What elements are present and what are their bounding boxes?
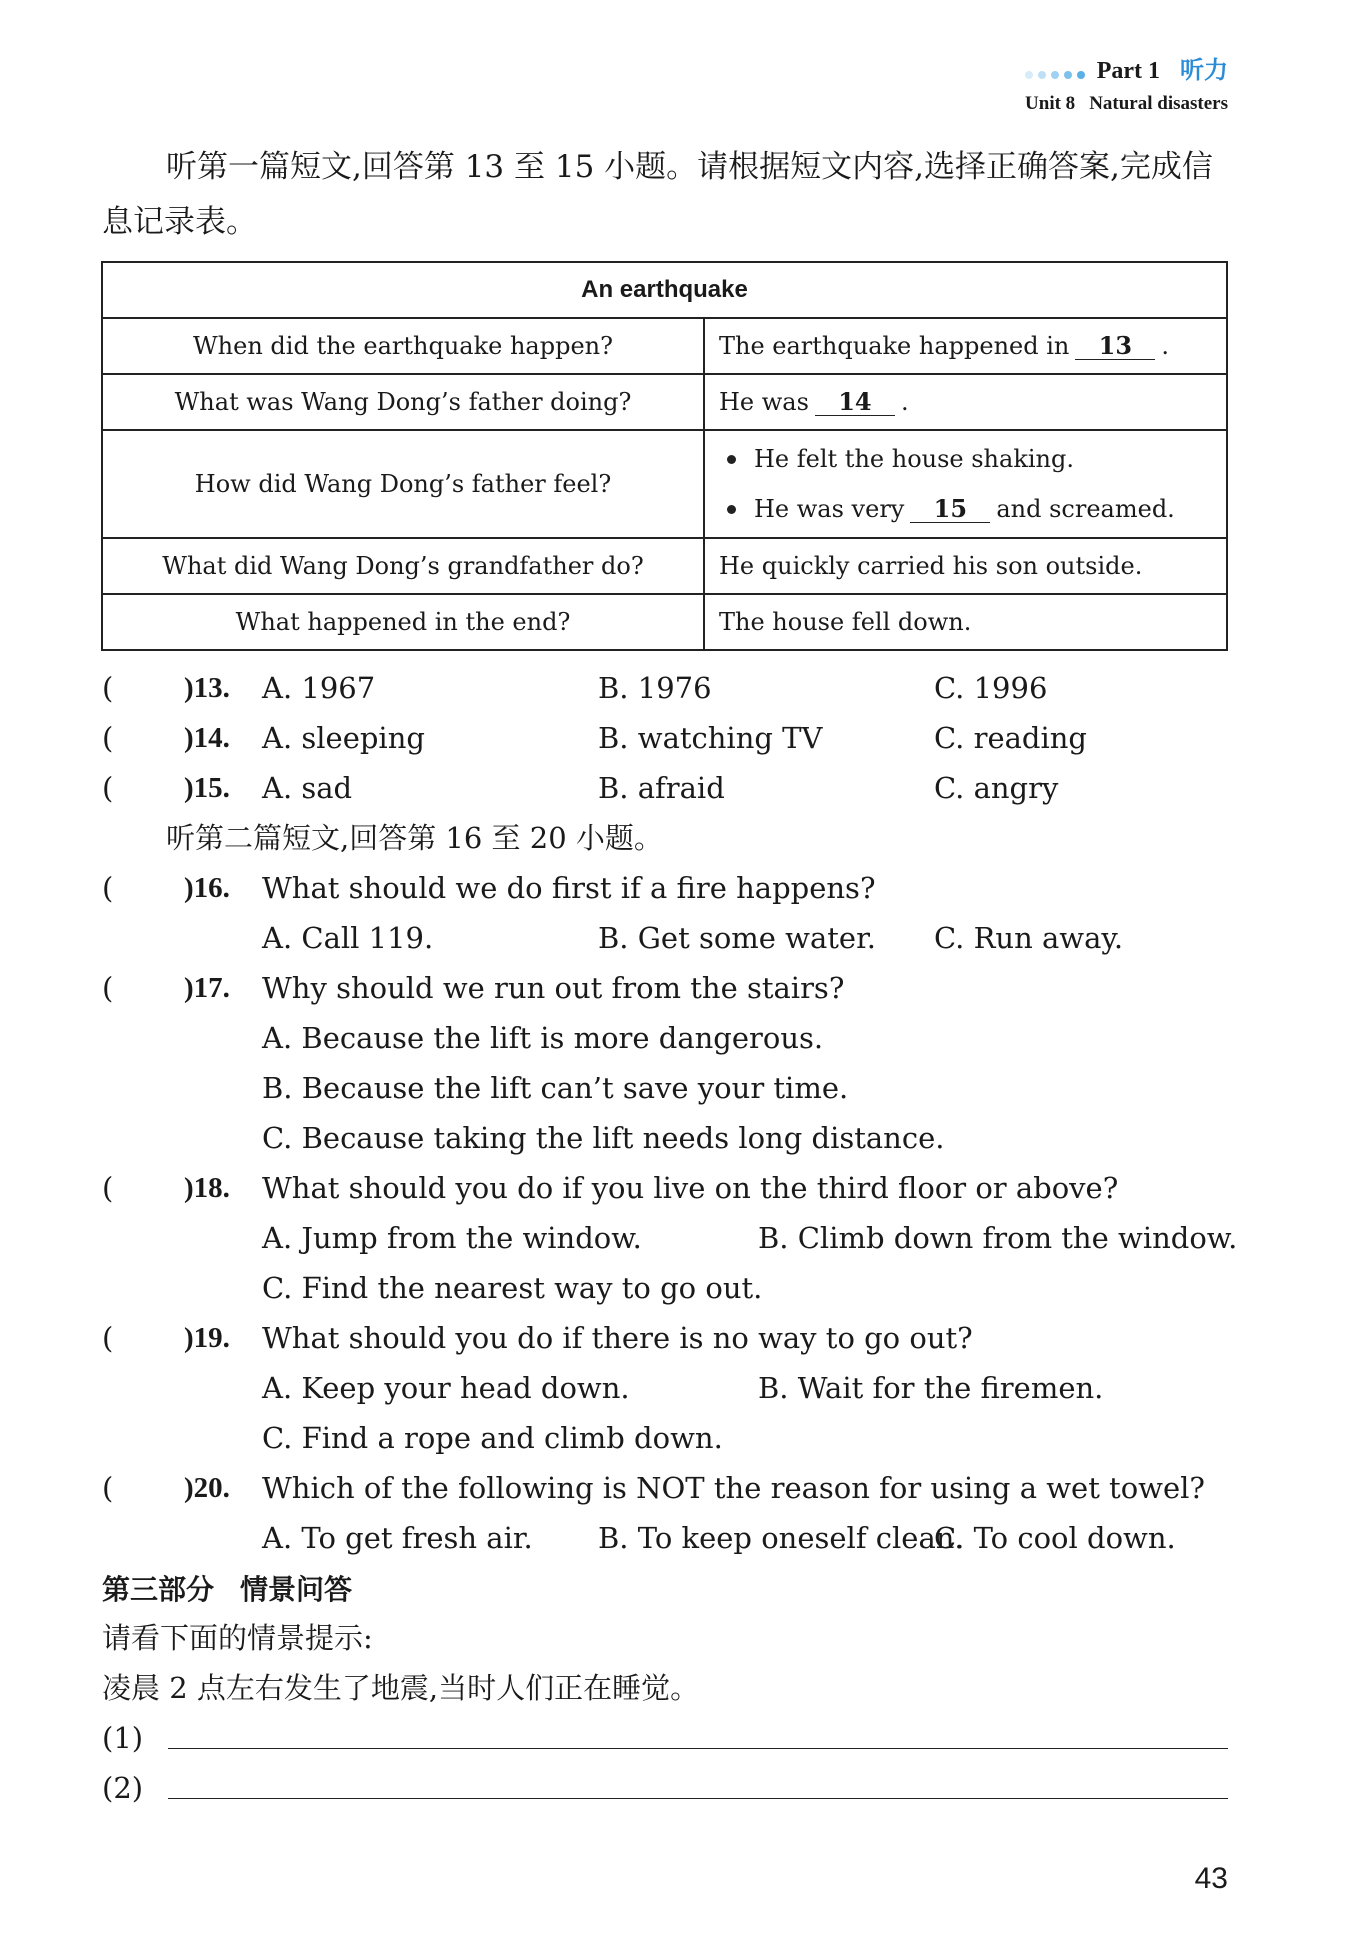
bullet-text-end: and screamed. <box>996 495 1175 523</box>
bullet-text: He felt the house shaking. <box>754 445 1074 473</box>
header-part-line <box>1020 52 1228 90</box>
option-b: B. Wait for the firemen. <box>758 1371 1104 1405</box>
answer-paren[interactable]: ( <box>102 671 114 705</box>
section-part: 第三部分 <box>102 1573 215 1606</box>
question-stem: Why should we run out from the stairs? <box>262 971 845 1005</box>
option-a: A. 1967 <box>262 671 376 705</box>
bullet-text: He was very <box>754 495 905 523</box>
bullet-icon <box>727 505 736 514</box>
table-title: An earthquake <box>102 262 1227 318</box>
option-c: C. Find the nearest way to go out. <box>262 1271 763 1305</box>
instruction-2: 听第二篇短文,回答第 16 至 20 小题。 <box>166 821 663 855</box>
question-number: )16. <box>184 872 230 904</box>
blank-13: 13 <box>1075 333 1155 360</box>
option-c: C. Find a rope and climb down. <box>262 1421 723 1455</box>
answer-punct: . <box>900 388 909 416</box>
table-answer <box>704 374 1227 430</box>
header-unit: Unit 8 <box>1025 93 1076 115</box>
answer-line-2[interactable] <box>102 1768 143 1808</box>
table-row <box>102 374 1227 430</box>
answer-line-1[interactable] <box>102 1718 143 1758</box>
option-b: B. Because the lift can’t save your time. <box>262 1071 849 1105</box>
option-c: C. reading <box>934 721 1087 755</box>
running-header <box>1020 52 1228 118</box>
table-row <box>102 538 1227 594</box>
section-title: 情景问答 <box>240 1573 353 1606</box>
answer-text: He was <box>719 388 809 416</box>
blank-14: 14 <box>815 389 895 416</box>
section-3-heading <box>102 1568 352 1608</box>
table-answer: He quickly carried his son outside. <box>704 538 1227 594</box>
option-a: A. Jump from the window. <box>262 1221 642 1255</box>
bullet-item <box>719 434 1212 484</box>
bullet-item <box>719 484 1212 534</box>
option-b: B. To keep oneself clean. <box>598 1521 964 1555</box>
option-c: C. angry <box>934 771 1059 805</box>
answer-paren[interactable]: ( <box>102 1321 114 1355</box>
header-part: Part 1 <box>1096 58 1160 84</box>
answer-rule <box>168 1748 1228 1749</box>
answer-label: (1) <box>102 1721 144 1755</box>
table-question: When did the earthquake happen? <box>102 318 704 374</box>
answer-rule <box>168 1798 1228 1799</box>
question-number: )14. <box>184 722 230 754</box>
table-question: What happened in the end? <box>102 594 704 650</box>
dot-1 <box>1025 71 1033 79</box>
question-stem: What should we do first if a fire happens? <box>262 871 876 905</box>
header-unit-title: Natural disasters <box>1089 93 1228 115</box>
answer-paren[interactable]: ( <box>102 1171 114 1205</box>
answer-label: (2) <box>102 1771 144 1805</box>
option-c: C. To cool down. <box>934 1521 1176 1555</box>
table-question: What was Wang Dong’s father doing? <box>102 374 704 430</box>
option-c: C. Run away. <box>934 921 1124 955</box>
prompt-text: 凌晨 2 点左右发生了地震,当时人们正在睡觉。 <box>102 1671 700 1705</box>
table-answer <box>704 430 1227 538</box>
dot-4 <box>1064 71 1072 79</box>
option-a: A. Because the lift is more dangerous. <box>262 1021 824 1055</box>
answer-punct: . <box>1161 332 1170 360</box>
question-number: )19. <box>184 1322 230 1354</box>
table-row <box>102 318 1227 374</box>
option-c: C. 1996 <box>934 671 1048 705</box>
answer-paren[interactable]: ( <box>102 1471 114 1505</box>
instruction-1: 听第一篇短文,回答第 13 至 15 小题。请根据短文内容,选择正确答案,完成信息记录表。 <box>102 149 1213 240</box>
option-a: A. sad <box>262 771 353 805</box>
question-stem: What should you do if there is no way to go out? <box>262 1321 973 1355</box>
page-number: 43 <box>1194 1862 1228 1895</box>
table-answer <box>704 318 1227 374</box>
prompt-label: 请看下面的情景提示: <box>102 1621 373 1655</box>
option-a: A. To get fresh air. <box>262 1521 533 1555</box>
option-a: A. sleeping <box>262 721 425 755</box>
answer-paren[interactable]: ( <box>102 721 114 755</box>
header-part-cn: 听力 <box>1180 56 1228 84</box>
dot-5 <box>1077 71 1085 79</box>
table-answer: The house fell down. <box>704 594 1227 650</box>
table-question: What did Wang Dong’s grandfather do? <box>102 538 704 594</box>
dot-3 <box>1051 71 1059 79</box>
option-b: B. Climb down from the window. <box>758 1221 1238 1255</box>
table-row <box>102 430 1227 538</box>
answer-paren[interactable]: ( <box>102 871 114 905</box>
option-a: A. Call 119. <box>262 921 434 955</box>
table-question: How did Wang Dong’s father feel? <box>102 430 704 538</box>
table-title-row <box>102 262 1227 318</box>
dot-2 <box>1038 71 1046 79</box>
question-number: )13. <box>184 672 230 704</box>
answer-text: The earthquake happened in <box>719 332 1070 360</box>
bullet-icon <box>727 455 736 464</box>
decorative-dots <box>1020 54 1085 90</box>
question-stem: What should you do if you live on the third floor or above? <box>262 1171 1119 1205</box>
table-row <box>102 594 1227 650</box>
question-stem: Which of the following is NOT the reason for using a wet towel? <box>262 1471 1205 1505</box>
option-b: B. Get some water. <box>598 921 876 955</box>
option-b: B. afraid <box>598 771 725 805</box>
info-table <box>101 261 1228 651</box>
header-unit-line <box>1020 90 1228 118</box>
question-number: )18. <box>184 1172 230 1204</box>
answer-paren[interactable]: ( <box>102 971 114 1005</box>
question-number: )20. <box>184 1472 230 1504</box>
blank-15: 15 <box>910 496 990 523</box>
option-b: B. watching TV <box>598 721 823 755</box>
option-c: C. Because taking the lift needs long distance. <box>262 1121 945 1155</box>
question-number: )17. <box>184 972 230 1004</box>
question-number: )15. <box>184 772 230 804</box>
option-a: A. Keep your head down. <box>262 1371 630 1405</box>
option-b: B. 1976 <box>598 671 712 705</box>
answer-paren[interactable]: ( <box>102 771 114 805</box>
